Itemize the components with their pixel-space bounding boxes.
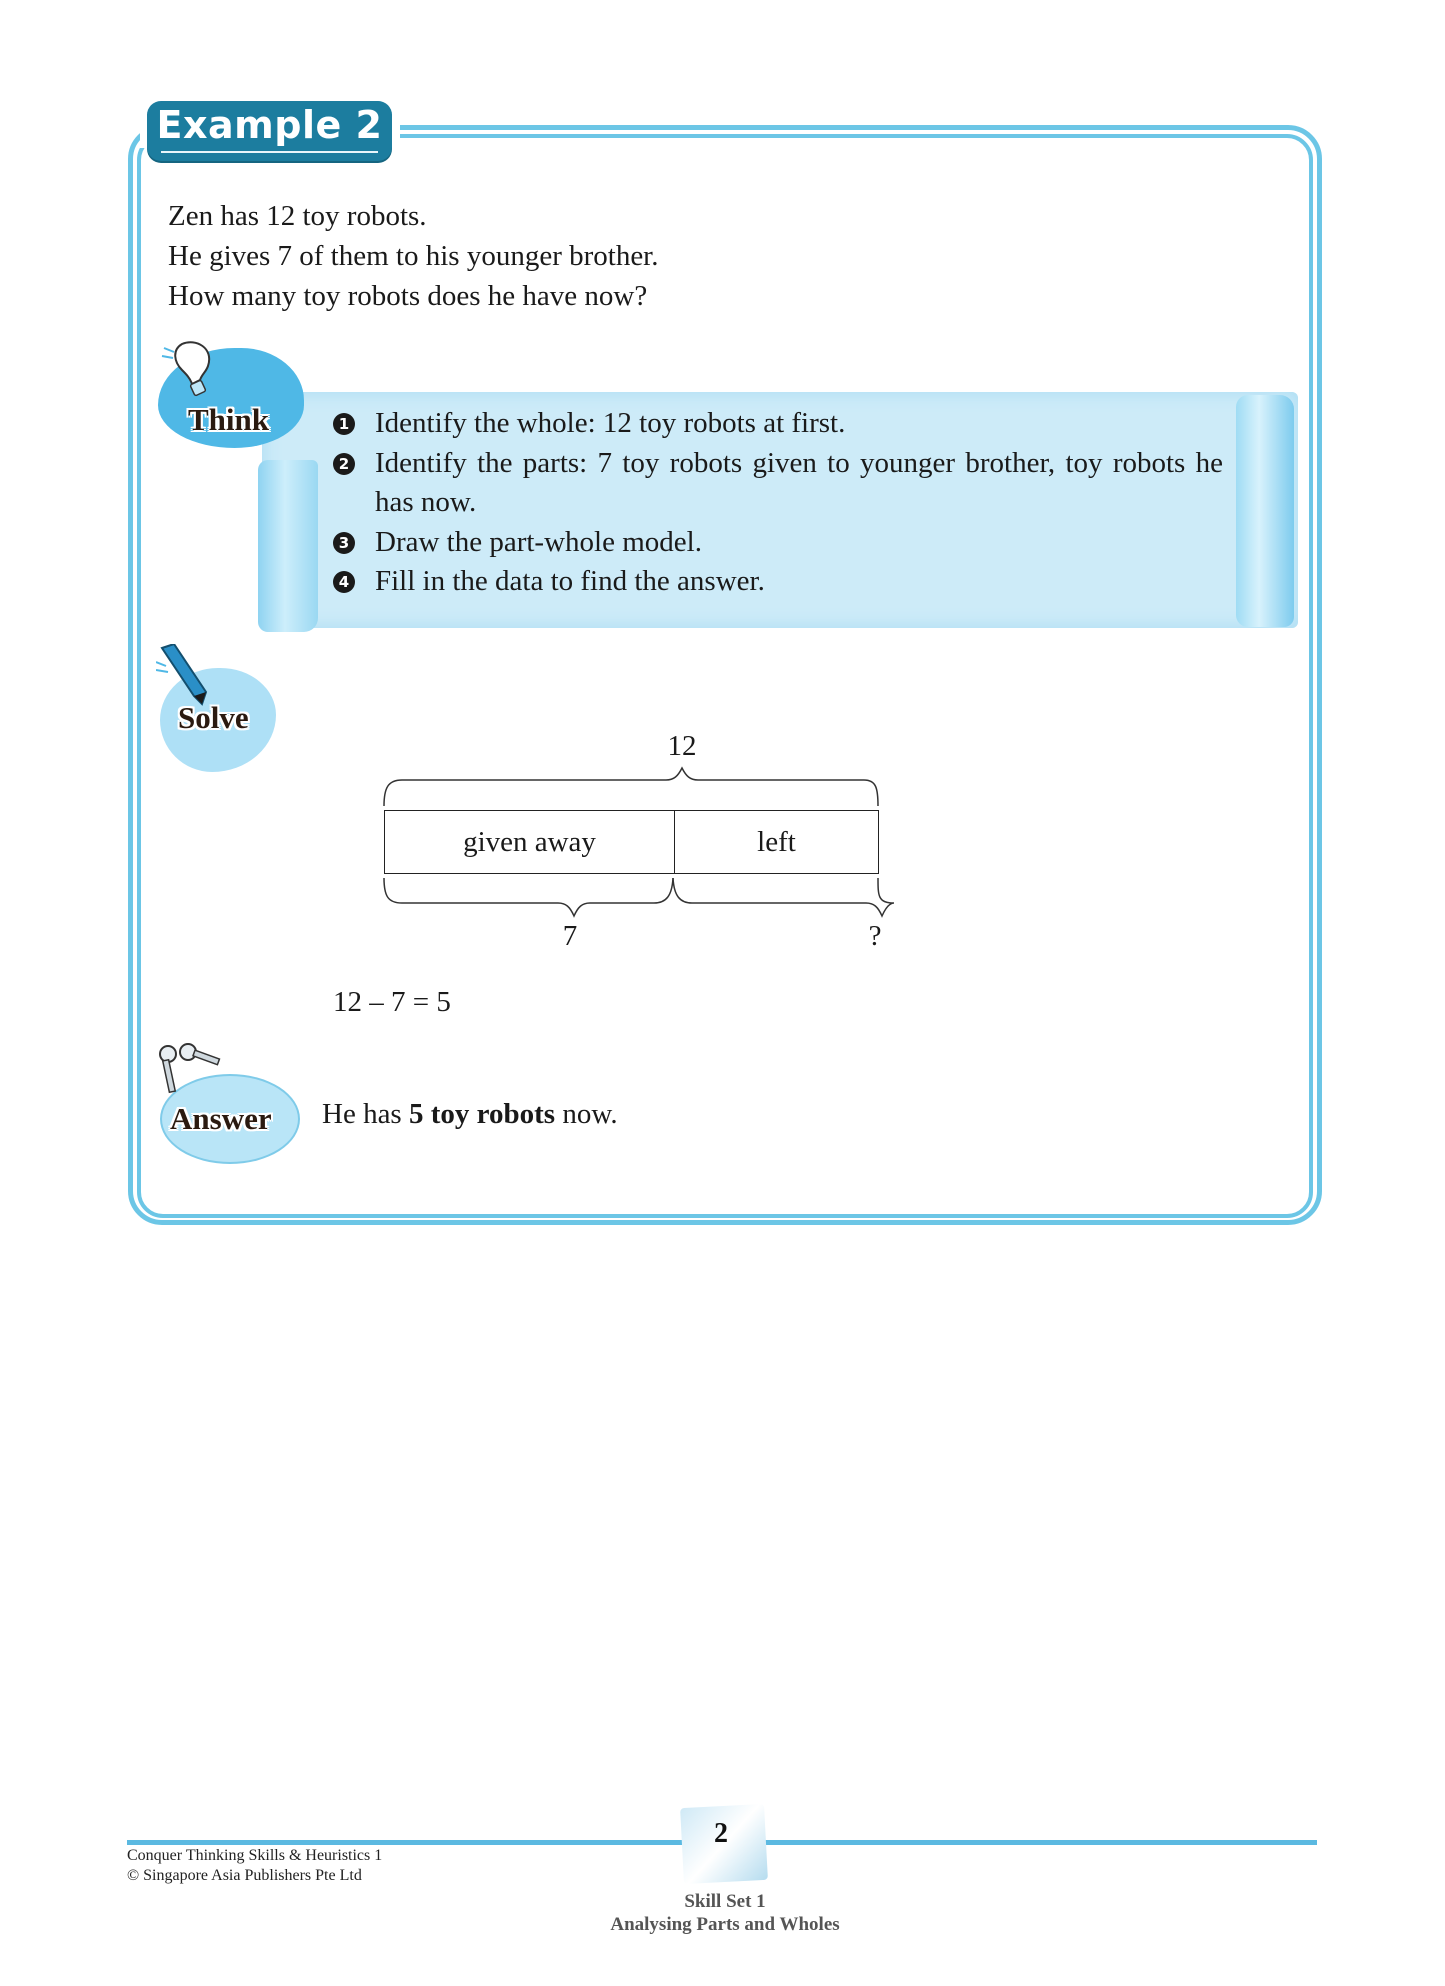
part-given-away: given away (385, 811, 675, 873)
book-title: Conquer Thinking Skills & Heuristics 1 (127, 1847, 383, 1864)
think-step (333, 562, 1223, 602)
skill-set-title: Analysing Parts and Wholes (610, 1914, 840, 1935)
problem-line: He gives 7 of them to his younger brother. (168, 240, 659, 272)
model-bar (384, 810, 879, 874)
example-badge (147, 101, 392, 161)
step-number-icon: 4 (333, 571, 355, 593)
answer-prefix: He has (322, 1098, 409, 1130)
equation: 12 – 7 = 5 (333, 986, 451, 1018)
skill-set-number: Skill Set 1 (684, 1891, 766, 1912)
step-text: Identify the parts: 7 toy robots given to younger brother, toy robots he has now. (375, 446, 1223, 518)
scroll-roll-right (1236, 395, 1294, 627)
scroll-roll-left (258, 460, 318, 632)
answer-suffix: now. (555, 1098, 618, 1130)
problem-line: How many toy robots does he have now? (168, 280, 648, 312)
think-step (333, 404, 1223, 444)
badge-underline (161, 151, 378, 153)
problem-statement (168, 196, 659, 316)
keys-icon (154, 1040, 224, 1100)
solve-label: Solve (178, 700, 249, 735)
step-number-icon: 1 (333, 413, 355, 435)
step-text: Fill in the data to find the answer. (375, 565, 765, 597)
think-step (333, 523, 1223, 563)
part-whole-model (370, 730, 900, 960)
whole-label: 12 (667, 730, 697, 762)
step-number-icon: 3 (333, 532, 355, 554)
answer-sentence (322, 1098, 618, 1131)
example-title: Example 2 (156, 103, 383, 147)
answer-label: Answer (170, 1101, 272, 1136)
step-number-icon: 2 (333, 453, 355, 475)
part-left: left (757, 825, 796, 858)
copyright: © Singapore Asia Publishers Pte Ltd (127, 1867, 362, 1884)
think-steps (333, 404, 1223, 602)
think-label: Think (188, 402, 270, 437)
step-text: Draw the part-whole model. (375, 525, 702, 558)
lightbulb-icon (160, 336, 230, 406)
page-number: 2 (714, 1818, 728, 1849)
problem-line: Zen has 12 toy robots. (168, 200, 427, 232)
part-value-left: ? (868, 920, 882, 952)
think-step (333, 444, 1223, 523)
step-text: Identify the whole: 12 toy robots at first. (375, 407, 846, 439)
part-value-given: 7 (562, 920, 578, 952)
answer-bold: 5 toy robots (408, 1098, 556, 1130)
footer-skill-set (560, 1890, 890, 1936)
footer-publisher (127, 1846, 382, 1886)
